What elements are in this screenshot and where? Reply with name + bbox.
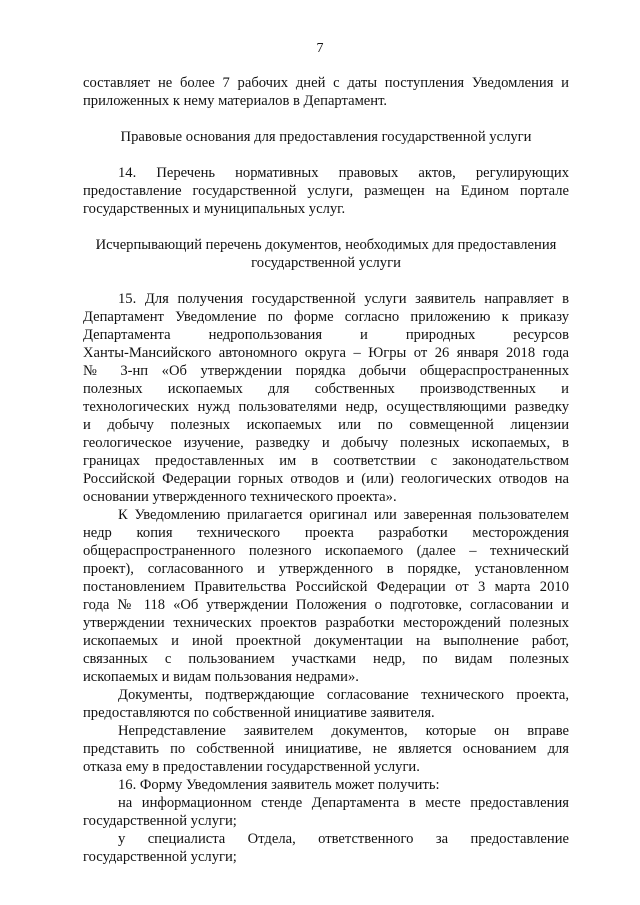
section-heading-line: Исчерпывающий перечень документов, необходимых для предоставления <box>95 237 557 253</box>
paragraph-line: общераспространенного полезного ископаемого (далее – технический <box>83 543 569 559</box>
paragraph-line: ископаемых и иной проектной документации на выполнение работ, <box>83 633 569 649</box>
paragraph-line: К Уведомлению прилагается оригинал или заверенная пользователем <box>118 507 569 523</box>
paragraph-line: технологических нужд пользователями недр, осуществляющими разведку <box>83 399 569 415</box>
paragraph-line: ископаемых и видам пользования недрами». <box>83 669 359 685</box>
paragraph-line: полезных ископаемых для собственных производственных и <box>83 381 569 397</box>
paragraph-line: на информационном стенде Департамента в месте предоставления <box>118 795 569 811</box>
paragraph-line: связанных с пользованием участками недр, по видам полезных <box>83 651 569 667</box>
paragraph-line: и добычу полезных ископаемых или по совмещенной лицензии <box>83 417 569 433</box>
paragraph-line: предоставляются по собственной инициативе заявителя. <box>83 705 435 721</box>
paragraph-line: предоставление государственной услуги, размещен на Едином портале <box>83 183 569 199</box>
section-heading-line: государственной услуги <box>251 255 401 271</box>
paragraph-line: № 3-нп «Об утверждении порядка добычи общераспространенных <box>83 363 569 379</box>
paragraph-line: Непредставление заявителем документов, которые он вправе <box>118 723 569 739</box>
paragraph-line: 16. Форму Уведомления заявитель может получить: <box>118 777 440 793</box>
paragraph-line: государственной услуги; <box>83 813 237 829</box>
paragraph-line: государственной услуги; <box>83 849 237 865</box>
paragraph-line: проект), согласованного и утвержденного в порядке, установленном <box>83 561 569 577</box>
paragraph-line: отказа ему в предоставлении государственной услуги. <box>83 759 420 775</box>
paragraph-line: составляет не более 7 рабочих дней с даты поступления Уведомления и <box>83 75 569 91</box>
paragraph-line: основании утвержденного технического проекта». <box>83 489 397 505</box>
paragraph-line: Российской Федерации горных отводов и (или) геологических отводов на <box>83 471 569 487</box>
paragraph-line: геологическое изучение, разведку и добычу полезных ископаемых, в <box>83 435 569 451</box>
paragraph-line: Документы, подтверждающие согласование технического проекта, <box>118 687 569 703</box>
paragraph-line: Ханты-Мансийского автономного округа – Югры от 26 января 2018 года <box>83 345 569 361</box>
paragraph-line: Департамент Уведомление по форме согласно приложению к приказу <box>83 309 569 325</box>
paragraph-line: 14. Перечень нормативных правовых актов, регулирующих <box>118 165 569 181</box>
paragraph-line: постановлением Правительства Российской Федерации от 3 марта 2010 <box>83 579 569 595</box>
paragraph-line: государственных и муниципальных услуг. <box>83 201 346 217</box>
paragraph-line: у специалиста Отдела, ответственного за предоставление <box>118 831 569 847</box>
paragraph-line: Департамента недропользования и природных ресурсов <box>83 327 569 343</box>
paragraph-line: приложенных к нему материалов в Департамент. <box>83 93 388 109</box>
paragraph-line: представить по собственной инициативе, не является основанием для <box>83 741 569 757</box>
paragraph-line: 15. Для получения государственной услуги заявитель направляет в <box>118 291 569 307</box>
section-heading-line: Правовые основания для предоставления государственной услуги <box>120 129 532 145</box>
paragraph-line: утверждении технических проектов разработки месторождений полезных <box>83 615 569 631</box>
paragraph-line: границах предоставленных им в соответствии с законодательством <box>83 453 569 469</box>
paragraph-line: года № 118 «Об утверждении Положения о подготовке, согласовании и <box>83 597 569 613</box>
page-number: 7 <box>316 41 324 56</box>
paragraph-line: недр копия технического проекта разработки месторождения <box>83 525 569 541</box>
